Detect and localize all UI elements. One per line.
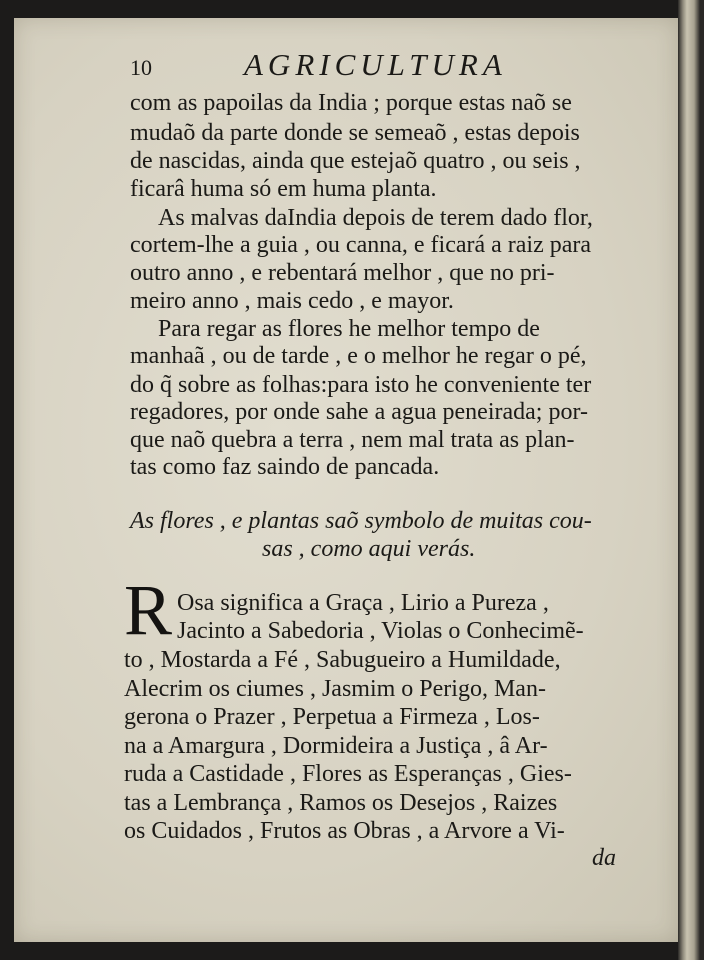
section-heading-line-1: As flores , e plantas saõ symbolo de muitas cou-	[130, 508, 592, 534]
book-spine-edge	[678, 0, 704, 960]
paragraph-3-line-6: tas como faz saindo de pancada.	[130, 454, 440, 480]
paragraph-2-line-4: meiro anno , mais cedo , e mayor.	[130, 288, 454, 314]
paragraph-1-line-4: ficarâ huma só em huma planta.	[130, 176, 437, 202]
paragraph-1-line-3: de nascidas, ainda que estejaõ quatro , ou seis ,	[130, 148, 581, 174]
paragraph-1-line-1: com as papoilas da India ; porque estas naõ se	[130, 90, 572, 116]
paragraph-3-line-2: manhaã , ou de tarde , e o melhor he regar o pé,	[130, 343, 587, 369]
drop-cap: R	[124, 570, 173, 650]
paragraph-2-line-1: As malvas daIndia depois de terem dado flor,	[158, 205, 593, 231]
final-paragraph-line-8: tas a Lembrança , Ramos os Desejos , Raizes	[124, 790, 558, 816]
final-paragraph-line-1: Osa significa a Graça , Lirio a Pureza ,	[177, 590, 549, 616]
paragraph-3-line-3: do q̃ sobre as folhas:para isto he conveniente ter	[130, 372, 592, 398]
final-paragraph-line-2: Jacinto a Sabedoria , Violas o Conhecimẽ-	[177, 618, 584, 644]
section-heading-line-2: sas , como aqui verás.	[262, 536, 476, 562]
final-paragraph-line-6: na a Amargura , Dormideira a Justiça , â Ar-	[124, 733, 548, 759]
paragraph-3-line-4: regadores, por onde sahe a agua peneirada; por-	[130, 399, 588, 425]
paragraph-3-line-1: Para regar as flores he melhor tempo de	[158, 316, 540, 342]
catchword: da	[592, 845, 616, 871]
final-paragraph-line-4: Alecrim os ciumes , Jasmim o Perigo, Man-	[124, 676, 546, 702]
final-paragraph-line-3: to , Mostarda a Fé , Sabugueiro a Humildade,	[124, 647, 561, 673]
final-paragraph-line-9: os Cuidados , Frutos as Obras , a Arvore a Vi-	[124, 818, 565, 844]
final-paragraph-line-7: ruda a Castidade , Flores as Esperanças , Gies-	[124, 761, 572, 787]
paragraph-2-line-2: cortem-lhe a guia , ou canna, e ficará a raiz para	[130, 232, 592, 258]
final-paragraph-line-5: gerona o Prazer , Perpetua a Firmeza , Los-	[124, 704, 540, 730]
paragraph-3-line-5: que naõ quebra a terra , nem mal trata as plan-	[130, 427, 575, 453]
page-number: 10	[130, 55, 152, 80]
paragraph-2-line-3: outro anno , e rebentará melhor , que no pri-	[130, 260, 555, 286]
running-head: AGRICULTURA	[244, 47, 507, 82]
paragraph-1-line-2: mudaõ da parte donde se semeaõ , estas depois	[130, 120, 580, 146]
